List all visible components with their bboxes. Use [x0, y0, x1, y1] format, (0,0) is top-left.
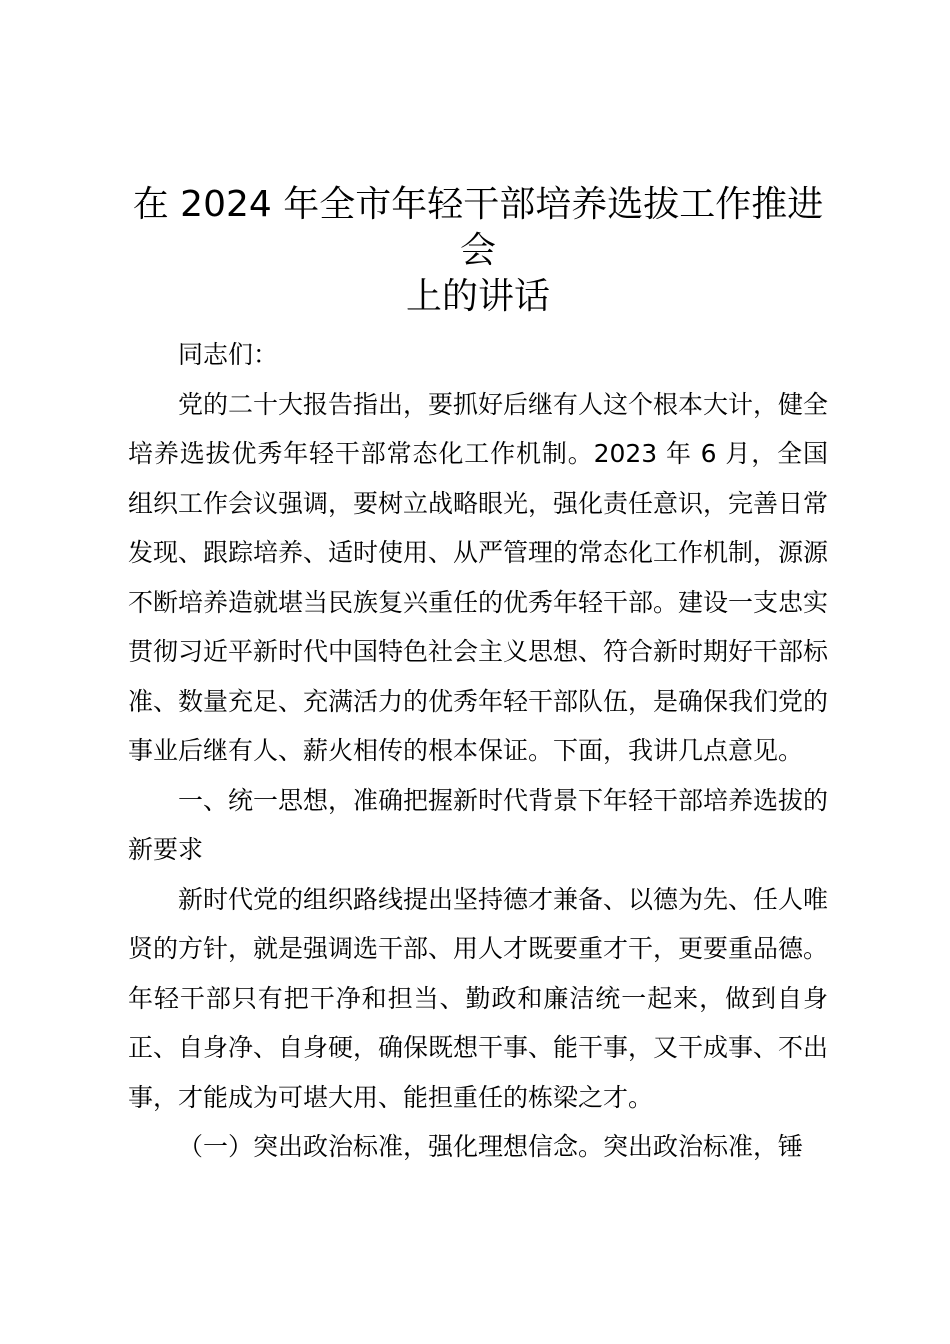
paragraph-intro: 党的二十大报告指出，要抓好后继有人这个根本大计，健全培养选拔优秀年轻干部常态化工作机制。2023 年 6 月，全国组织工作会议强调，要树立战略眼光，强化责任意识，完善日常发现、跟踪培养、适时使用、从严管理的常态化工作机制，源源不断培养造就堪当民族复兴重任的优秀年轻干部。建设一支忠实贯彻习近平新时代中国特色社会主义思想、符合新时期好干部标准、数量充足、充满活力的优秀年轻干部队伍，是确保我们党的事业后继有人、薪火相传的根本保证。下面，我讲几点意见。: [128, 389, 829, 765]
document-page: [128, 182, 828, 1172]
document-body: [128, 330, 828, 1172]
subsection-heading-1: （一）突出政治标准，强化理想信念。突出政治标准，锤: [178, 1132, 804, 1161]
section-heading-1: 一、统一思想，准确把握新时代背景下年轻干部培养选拔的新要求: [128, 785, 829, 864]
paragraph-section-1: 新时代党的组织路线提出坚持德才兼备、以德为先、任人唯贤的方针，就是强调选干部、用人才既要重才干，更要重品德。年轻干部只有把干净和担当、勤政和廉洁统一起来，做到自身正、自身净、自身硬，确保既想干事、能干事，又干成事、不出事，才能成为可堪大用、能担重任的栋梁之才。: [128, 884, 829, 1112]
document-title: [128, 182, 828, 320]
title-line-1: 在 2024 年全市年轻干部培养选拔工作推进会: [132, 184, 824, 271]
salutation: 同志们：: [178, 340, 279, 369]
title-line-2: 上的讲话: [405, 276, 550, 317]
